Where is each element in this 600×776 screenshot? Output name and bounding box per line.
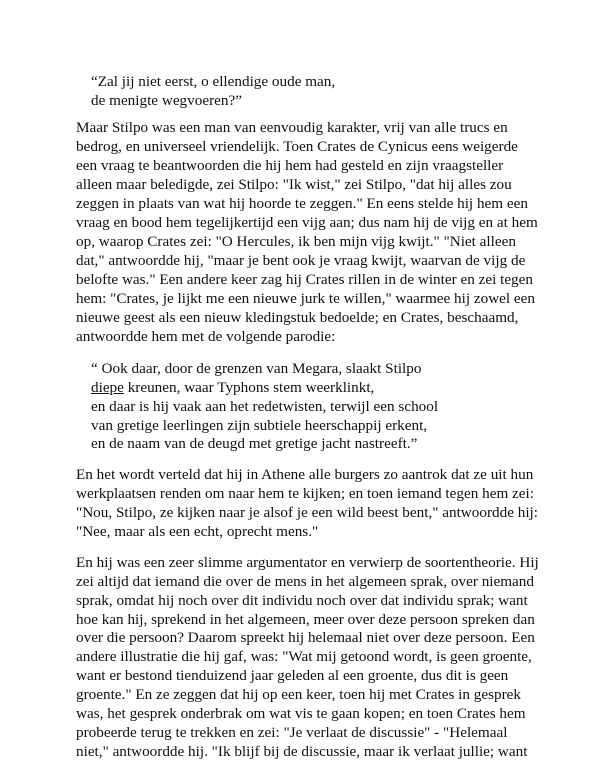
paragraph-line: zeggen in plaats van wat hij hoorde te zeggen." En eens stelde hij hem een [76,195,528,213]
paragraph-line: probeerde terug te trekken en zei: "Je verlaat de discussie" - "Helemaal [76,724,508,742]
paragraph-line: En het wordt verteld dat hij in Athene alle burgers zo aantrok dat ze uit hun [76,465,534,483]
paragraph-line: werkplaatsen renden om naar hem te kijken; en toen iemand tegen hem zei: [76,484,534,502]
paragraph-line: dat," antwoordde hij, "maar je bent ook je vraag kwijt, waarvan de vijg de [76,251,526,269]
verse-line-rest: kreunen, waar Typhons stem weerklinkt, [123,378,375,396]
paragraph-line: niet," antwoordde hij. "Ik blijf bij de discussie, maar ik verlaat jullie; want [76,743,528,760]
paragraph-line: sprak, omdat hij noch over dit individu noch over dat individu sprak; want [76,591,528,609]
paragraph-line: bedrog, en universeel vriendelijk. Toen Crates de Cynicus eens weigerde [76,138,518,156]
verse-line [91,378,374,398]
paragraph-line: andere illustratie die hij gaf, was: "Wat mij getoond wordt, is geen groente, [76,648,532,666]
paragraph-line: hem: "Crates, je lijkt me een nieuwe jurk te willen," waarmee hij zowel een [76,289,535,307]
paragraph-line: was, het gesprek onderbrak om wat vis te gaan kopen; en toen Crates hem [76,705,526,723]
paragraph-line: Maar Stilpo was een man van eenvoudig karakter, vrij van alle trucs en [76,119,508,137]
paragraph-line: alleen maar beledigde, zei Stilpo: "Ik wist," zei Stilpo, "dat hij alles zou [76,176,512,194]
verse-line: en de naam van de deugd met gretige jacht nastreeft.” [91,435,418,453]
paragraph-line: zei altijd dat iemand die over de mens in het algemeen sprak, over niemand [76,572,534,590]
paragraph-line: over die persoon? Daarom spreekt hij helemaal niet over deze persoon. Een [76,629,535,647]
paragraph-line: belofte was." Een andere keer zag hij Crates rillen in de winter en zei tegen [76,270,533,288]
paragraph-line: groente." En ze zeggen dat hij op een keer, toen hij met Crates in gesprek [76,686,522,704]
underlined-word: diepe [91,378,124,396]
verse-line: “Zal jij niet eerst, o ellendige oude man, [91,73,336,90]
paragraph-line: "Nee, maar als een echt, oprecht mens." [76,522,319,540]
paragraph-line: En hij was een zeer slimme argumentator en verwierp de soortentheorie. Hij [76,553,539,571]
verse-line: de menigte wegvoeren?” [91,91,242,109]
paragraph-line: vraag en bood hem tegelijkertijd een vijg aan; dus nam hij de vijg en at hem [76,214,538,231]
paragraph-line: want er bestond tienduizend jaar geleden al een groente, dus dit is geen [76,667,509,685]
paragraph-line: nieuwe geest als een nieuw kledingstuk bedoelde; en Crates, beschaamd, [76,308,519,326]
paragraph-line: "Nou, Stilpo, ze kijken naar je alsof je een wild beest bent," antwoordde hij: [76,503,538,521]
paragraph-line: een vraag te beantwoorden die hij hem had gesteld en zijn vraagsteller [76,157,504,175]
paragraph-line: hoe kan hij, sprekend in het algemeen, meer over deze persoon spreken dan [76,610,535,628]
verse-line: “ Ook daar, door de grenzen van Megara, slaakt Stilpo [91,359,422,377]
verse-line: en daar is hij vaak aan het redetwisten, terwijl een school [91,397,439,415]
paragraph-line: antwoordde hem met de volgende parodie: [76,327,336,345]
paragraph-line: op, waarop Crates zei: "O Hercules, ik ben mijn vijg kwijt." "Niet alleen [76,232,516,250]
verse-line: van gretige leerlingen zijn subtiele heerschappij erkent, [91,416,428,434]
